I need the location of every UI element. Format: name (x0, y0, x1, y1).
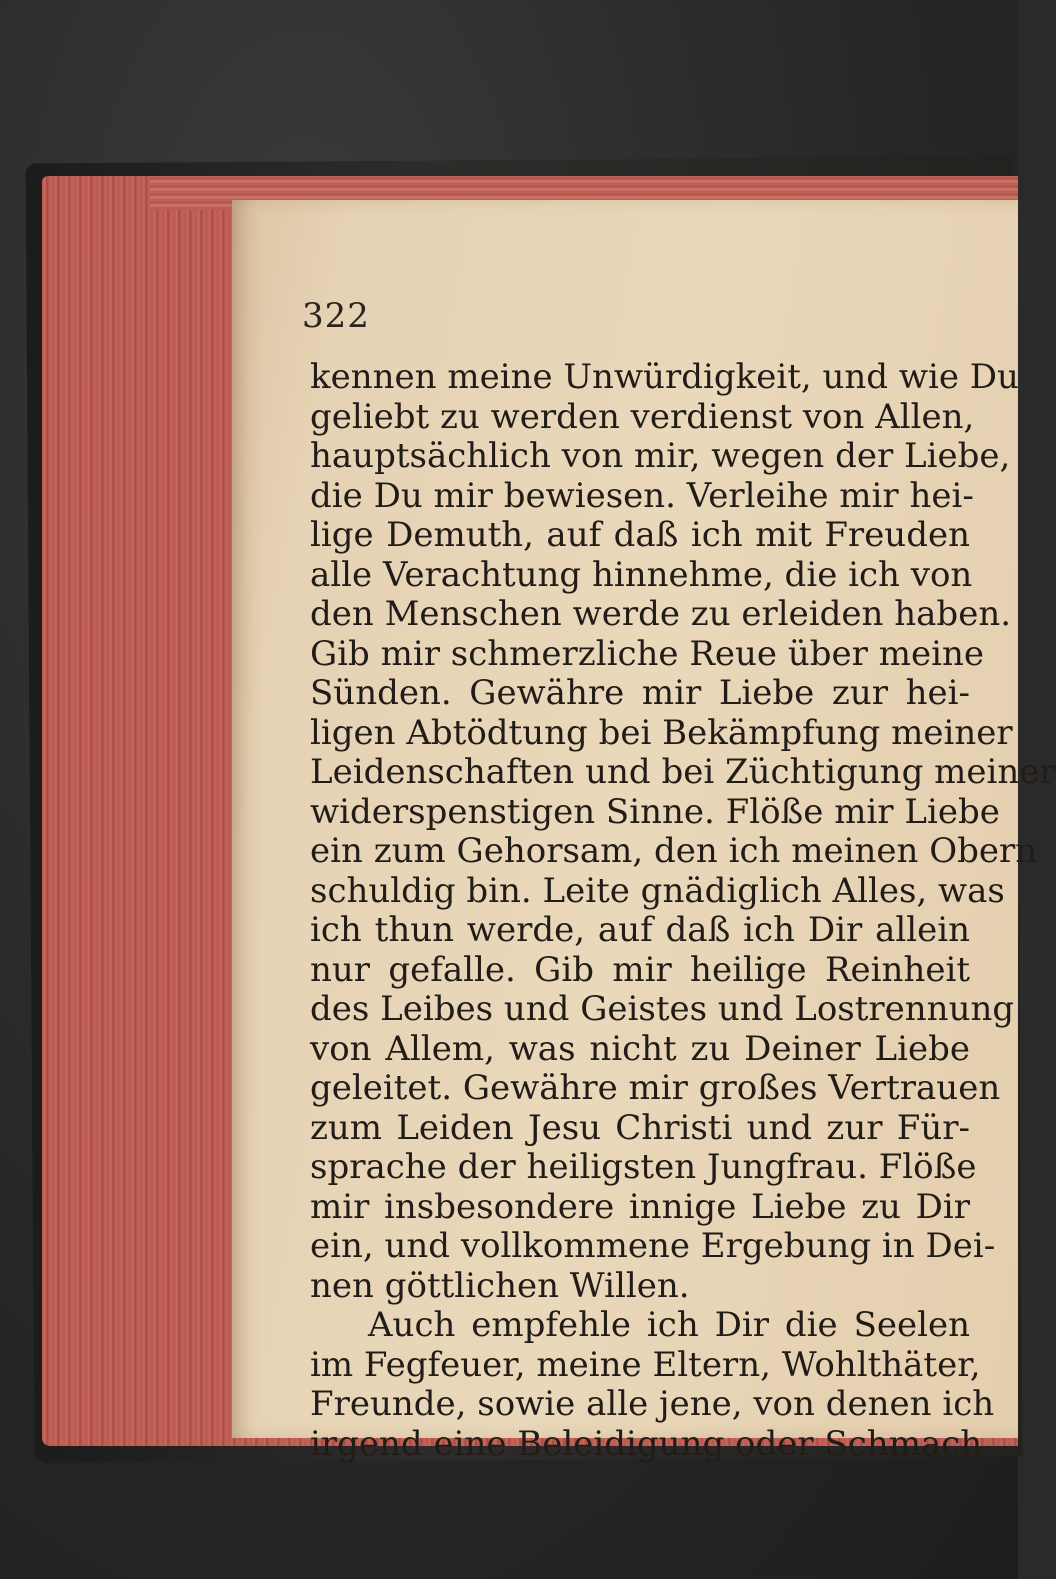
text-line: irgend eine Beleidigung oder Schmach (310, 1423, 983, 1464)
text-line: geliebt zu werden verdienst von Allen, (310, 396, 975, 437)
text-line: des Leibes und Geistes und Lostrennung (310, 989, 1015, 1029)
text-line: den Menschen werde zu erleiden haben. (310, 594, 1012, 634)
text-line: mir insbesondere innige Liebe zu Dir (310, 1186, 970, 1227)
text-line: Gib mir schmerzliche Reue über meine (310, 633, 984, 674)
text-line: von Allem, was nicht zu Deiner Liebe (310, 1028, 970, 1069)
text-line: schuldig bin. Leite gnädiglich Alles, was (310, 870, 1005, 911)
text-line: kennen meine Unwürdigkeit, und wie Du (310, 357, 1019, 397)
text-line: lige Demuth, auf daß ich mit Freuden (310, 515, 970, 555)
text-line: ligen Abtödtung bei Bekämpfung meiner (310, 712, 1013, 753)
text-line: widerspenstigen Sinne. Flöße mir Liebe (310, 791, 1000, 832)
text-line: geleitet. Gewähre mir großes Vertrauen (310, 1068, 1001, 1108)
text-line: Freunde, sowie alle jene, von denen ich (310, 1384, 995, 1424)
page-number: 322 (302, 296, 370, 336)
page-text (310, 357, 1056, 1464)
text-line: Auch empfehle ich Dir die Seelen (368, 1305, 970, 1345)
text-line: Sünden. Gewähre mir Liebe zur hei- (310, 673, 970, 713)
text-line: nen göttlichen Willen. (310, 1265, 690, 1306)
text-line: ich thun werde, auf daß ich Dir allein (310, 910, 970, 950)
text-line: ein, und vollkommene Ergebung in Dei- (310, 1226, 996, 1266)
text-line: hauptsächlich von mir, wegen der Liebe, (310, 436, 1011, 476)
text-line: nur gefalle. Gib mir heilige Reinheit (310, 949, 970, 990)
text-line: die Du mir bewiesen. Verleihe mir hei- (310, 475, 974, 516)
text-line: ein zum Gehorsam, den ich meinen Obern (310, 831, 1038, 871)
text-line: zum Leiden Jesu Christi und zur Für- (310, 1107, 970, 1148)
text-line: im Fegfeuer, meine Eltern, Wohlthäter, (310, 1344, 981, 1385)
text-line: Leidenschaften und bei Züchtigung meiner (310, 752, 1056, 792)
text-line: alle Verachtung hinnehme, die ich von (310, 554, 973, 595)
text-line: sprache der heiligsten Jungfrau. Flöße (310, 1147, 977, 1187)
